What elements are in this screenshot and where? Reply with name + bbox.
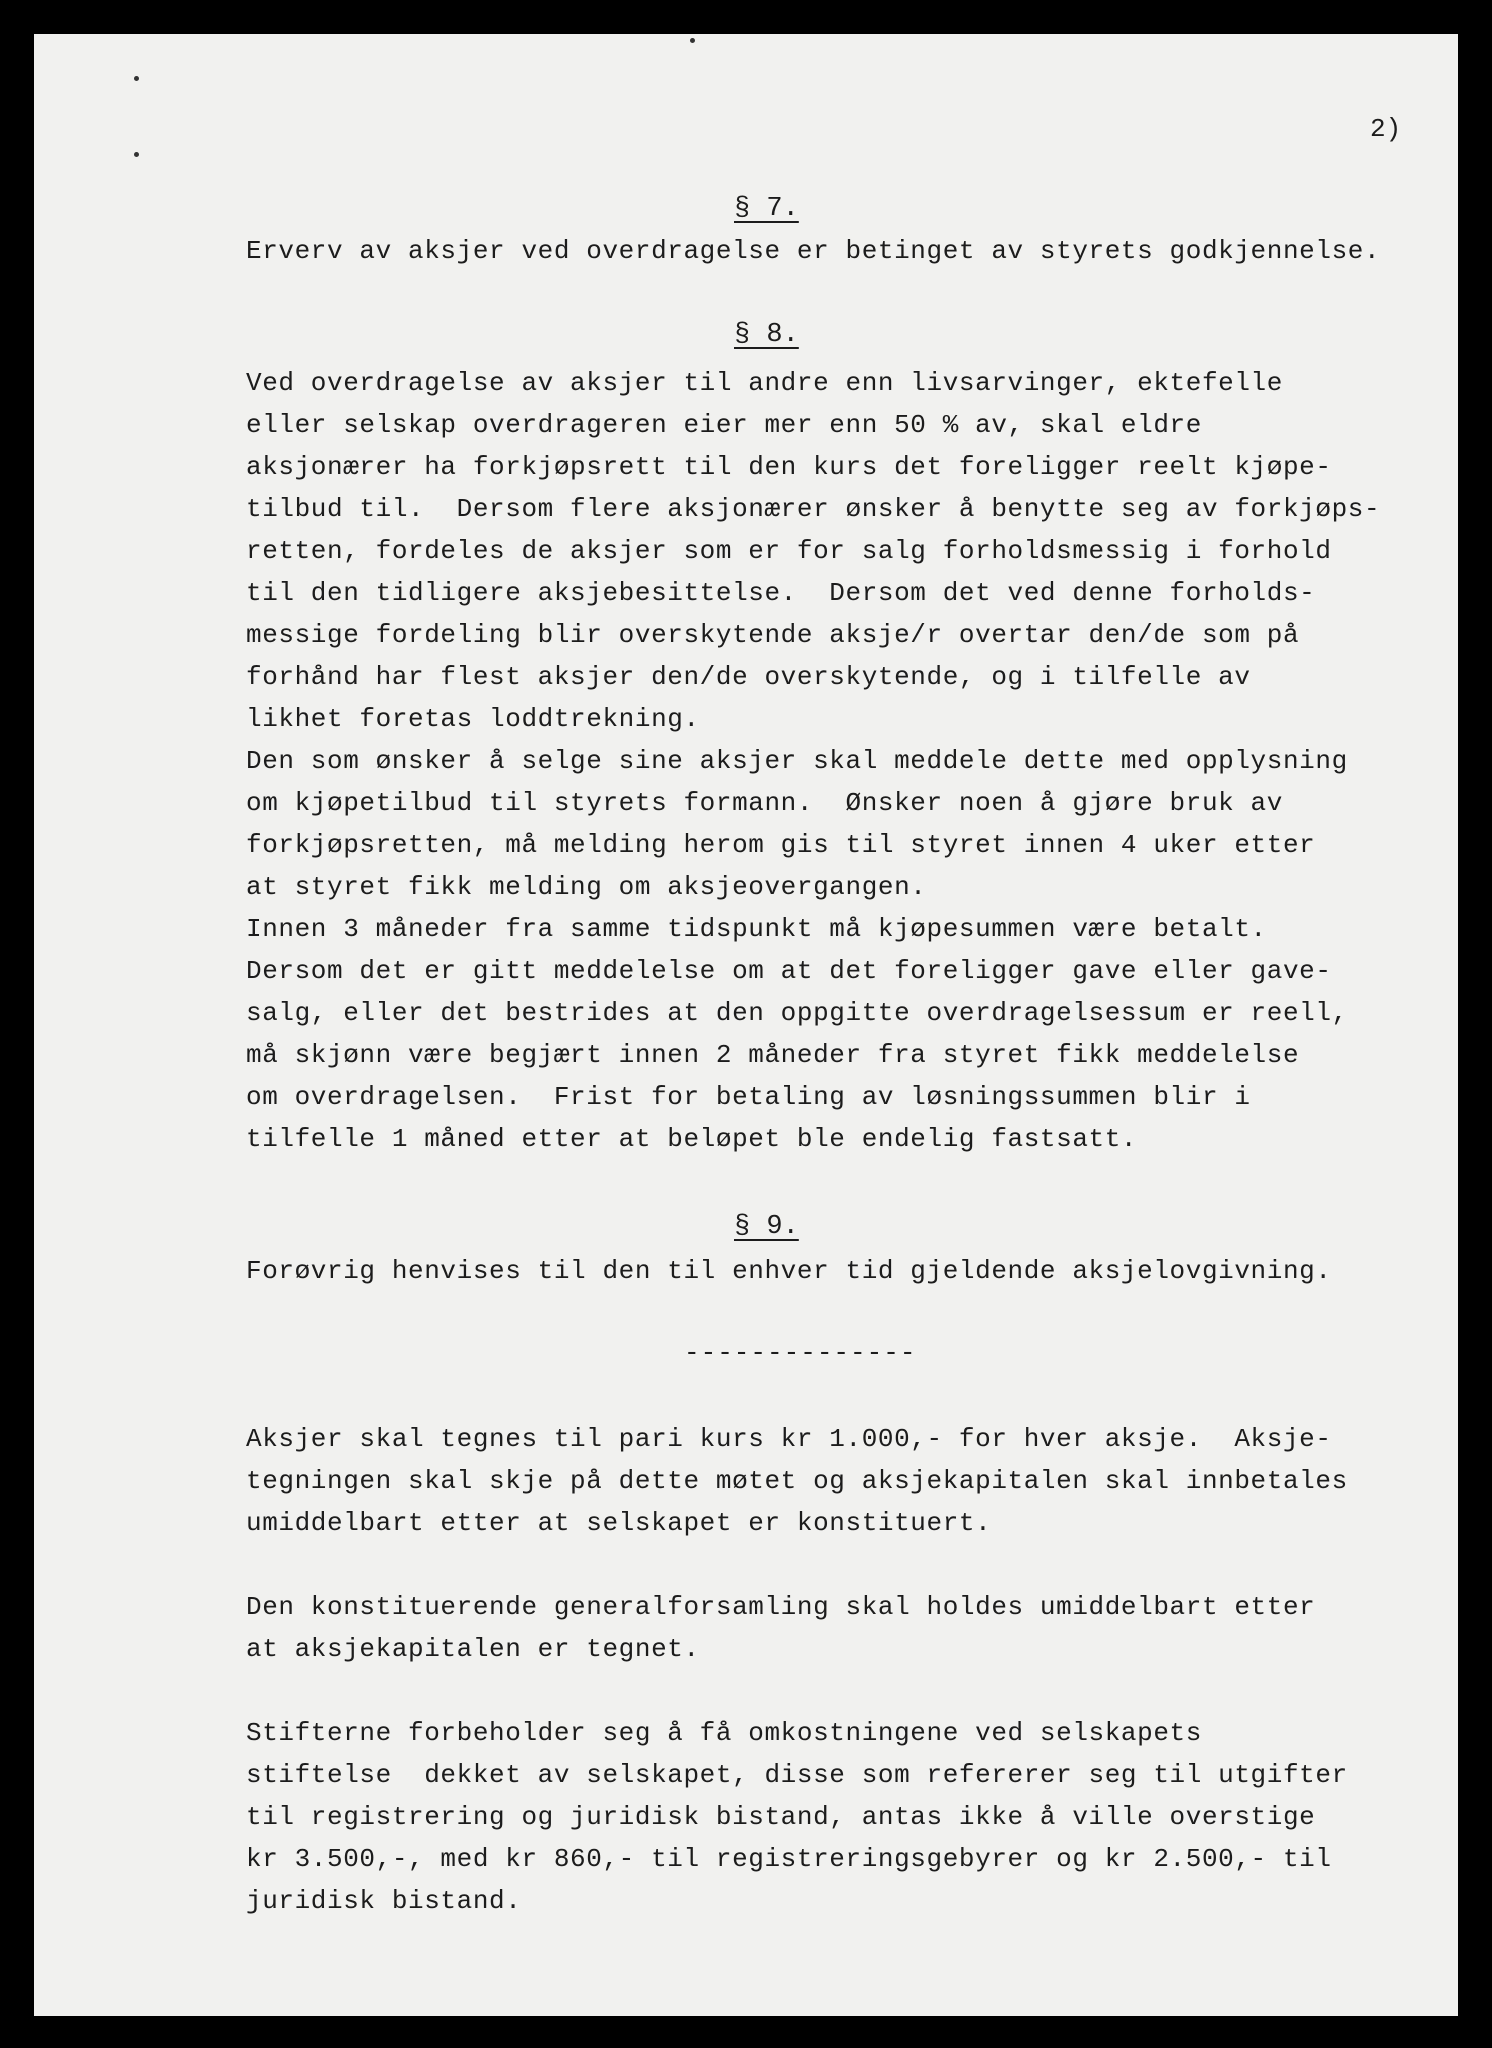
section-8-line: eller selskap overdrageren eier mer enn 50 % av, skal eldre [246,410,1202,440]
paragraph-3-line: kr 3.500,-, med kr 860,- til registreringsgebyrer og kr 2.500,- til [246,1844,1332,1874]
section-8-line: forhånd har flest aksjer den/de overskytende, og i tilfelle av [246,662,1251,692]
section-8-line: at styret fikk melding om aksjeovergangen. [246,872,927,902]
section-8-line: retten, fordeles de aksjer som er for salg forholdsmessig i forhold [246,536,1332,566]
page-number: 2) [1370,114,1402,144]
paragraph-1-line: umiddelbart etter at selskapet er konstituert. [246,1508,992,1538]
section-8-heading: § 8. [734,320,799,350]
section-8-line: må skjønn være begjært innen 2 måneder fra styret fikk meddelelse [246,1040,1300,1070]
paragraph-3-line: Stifterne forbeholder seg å få omkostningene ved selskapets [246,1718,1202,1748]
paragraph-3-line: stiftelse dekket av selskapet, disse som refererer seg til utgifter [246,1760,1348,1790]
section-8-line: Ved overdragelse av aksjer til andre enn livsarvinger, ektefelle [246,368,1283,398]
section-8-line: til den tidligere aksjebesittelse. Dersom det ved denne forholds- [246,578,1316,608]
section-8-line: likhet foretas loddtrekning. [246,704,700,734]
section-8-line: Den som ønsker å selge sine aksjer skal meddele dette med opplysning [246,746,1348,776]
stray-mark [134,76,139,81]
paragraph-1-line: Aksjer skal tegnes til pari kurs kr 1.000,- for hver aksje. Aksje- [246,1424,1332,1454]
punch-mark [690,38,695,43]
paragraph-2-line: at aksjekapitalen er tegnet. [246,1634,700,1664]
paragraph-1-line: tegningen skal skje på dette møtet og aksjekapitalen skal innbetales [246,1466,1348,1496]
section-8-line: messige fordeling blir overskytende aksje/r overtar den/de som på [246,620,1300,650]
section-9-line: Forøvrig henvises til den til enhver tid gjeldende aksjelovgivning. [246,1256,1332,1286]
section-8-line: salg, eller det bestrides at den oppgitte overdragelsessum er reell, [246,998,1348,1028]
section-8-line: tilfelle 1 måned etter at beløpet ble endelig fastsatt. [246,1124,1138,1154]
section-7-line: Erverv av aksjer ved overdragelse er betinget av styrets godkjennelse. [246,236,1381,266]
section-8-line: Dersom det er gitt meddelelse om at det foreligger gave eller gave- [246,956,1332,986]
paragraph-3-line: til registrering og juridisk bistand, antas ikke å ville overstige [246,1802,1316,1832]
section-8-line: Innen 3 måneder fra samme tidspunkt må kjøpesummen være betalt. [246,914,1267,944]
paragraph-3-line: juridisk bistand. [246,1886,522,1916]
section-8-line: om kjøpetilbud til styrets formann. Ønsker noen å gjøre bruk av [246,788,1283,818]
section-7-heading: § 7. [734,194,799,224]
section-8-line: forkjøpsretten, må melding herom gis til styret innen 4 uker etter [246,830,1316,860]
section-8-line: tilbud til. Dersom flere aksjonærer ønsker å benytte seg av forkjøps- [246,494,1381,524]
document-page [34,34,1458,2016]
section-8-line: aksjonærer ha forkjøpsrett til den kurs det foreligger reelt kjøpe- [246,452,1332,482]
section-8-line: om overdragelsen. Frist for betaling av løsningssummen blir i [246,1082,1251,1112]
paragraph-2-line: Den konstituerende generalforsamling skal holdes umiddelbart etter [246,1592,1316,1622]
section-9-heading: § 9. [734,1212,799,1242]
separator-line: -------------- [684,1338,917,1368]
stray-mark [134,152,139,157]
